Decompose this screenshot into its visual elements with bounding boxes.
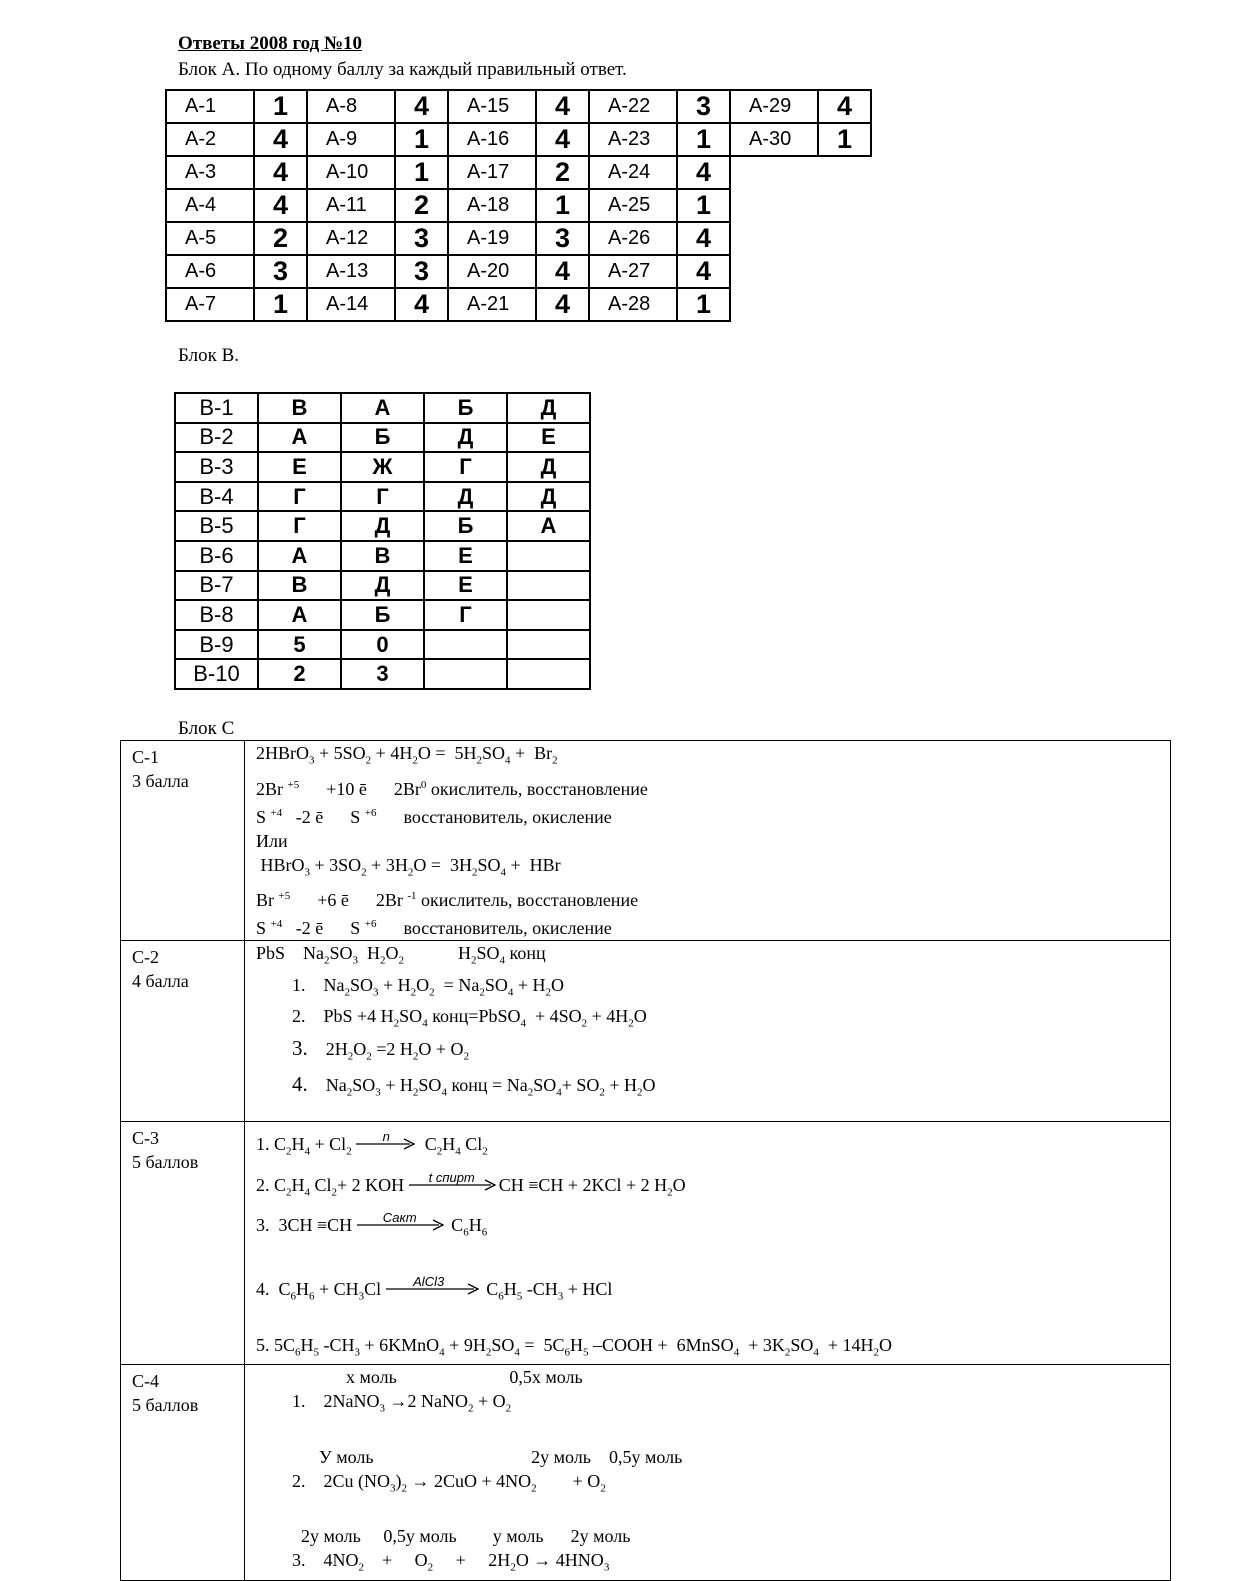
question-number: А-29 bbox=[730, 90, 818, 123]
answer-value: 5 bbox=[258, 630, 341, 660]
task-id: С-2 bbox=[132, 947, 159, 968]
question-number: А-14 bbox=[307, 288, 395, 321]
answer-value: Е bbox=[258, 452, 341, 482]
equation-line: 2. PbS +4 $H_2SO_4$ конц=PbSO$_4$ + $4SO_2 + 4H_2O$ bbox=[256, 1006, 647, 1030]
question-number: А-27 bbox=[589, 255, 677, 288]
question-number: А-9 bbox=[307, 123, 395, 156]
task-row-c4 bbox=[121, 1365, 1171, 1581]
answer-value: В bbox=[341, 541, 424, 571]
task-label bbox=[121, 1122, 245, 1365]
question-number: А-10 bbox=[307, 156, 395, 189]
answer-row bbox=[175, 541, 590, 571]
question-number: А-28 bbox=[589, 288, 677, 321]
answer-row bbox=[175, 482, 590, 512]
answer-value bbox=[507, 571, 590, 601]
question-number: А-30 bbox=[730, 123, 818, 156]
equation-line: S $^{+4}$ -2 ē S $^{+6}$ восстановитель, окисление bbox=[256, 918, 612, 939]
mol-line: У моль 2у моль 0,5у моль bbox=[256, 1446, 683, 1467]
block-c-caption: Блок С bbox=[178, 718, 235, 739]
question-number: А-4 bbox=[166, 189, 254, 222]
question-number: В-9 bbox=[175, 630, 258, 660]
equation-line: PbS $Na_2SO_3$ $H_2O_2$ $H_2SO_4$ конц bbox=[256, 943, 546, 967]
answer-value: 2 bbox=[258, 659, 341, 689]
answer-value: Д bbox=[341, 571, 424, 601]
answer-value: Д bbox=[424, 423, 507, 453]
mol-text: моль bbox=[359, 1367, 397, 1388]
mol-text: моль bbox=[545, 1367, 583, 1388]
answer-value: 4 bbox=[536, 255, 589, 288]
question-number: В-3 bbox=[175, 452, 258, 482]
question-number: В-4 bbox=[175, 482, 258, 512]
answer-value: 1 bbox=[395, 156, 448, 189]
question-number: А-13 bbox=[307, 255, 395, 288]
answer-value: В bbox=[258, 571, 341, 601]
answer-value bbox=[424, 659, 507, 689]
empty-cell bbox=[730, 222, 818, 255]
answer-value: Б bbox=[424, 393, 507, 423]
answer-row bbox=[166, 288, 871, 321]
arrow-icon bbox=[386, 1273, 482, 1302]
block-b-table bbox=[174, 392, 591, 690]
role-text: окислитель, восстановление bbox=[430, 778, 648, 799]
equation-line: 2HBrO$_3$ + $5SO_2 + 4H_2O = 5H_2SO_4 + Br_2$ bbox=[256, 743, 558, 767]
answer-value: 4 bbox=[677, 222, 730, 255]
task-label bbox=[121, 1365, 245, 1581]
or-text: Или bbox=[256, 830, 288, 851]
answer-row bbox=[175, 452, 590, 482]
answer-value: 1 bbox=[254, 90, 307, 123]
question-number: А-17 bbox=[448, 156, 536, 189]
question-number: А-6 bbox=[166, 255, 254, 288]
block-b-caption: Блок В. bbox=[178, 345, 240, 366]
task-id: С-4 bbox=[132, 1371, 159, 1392]
answer-value: 0 bbox=[341, 630, 424, 660]
mol-text: моль bbox=[593, 1526, 631, 1547]
answer-value: Е bbox=[424, 541, 507, 571]
answer-row bbox=[166, 123, 871, 156]
equation-line: 1. 2NaNO$_3$ →2 NaNO$_2$ + $O_2$ bbox=[256, 1391, 512, 1415]
equation-line: 3. $4NO_2$ + $O_2$ + $2H_2O \to 4HNO_3$ bbox=[256, 1550, 610, 1574]
empty-cell bbox=[818, 255, 871, 288]
answer-value: 4 bbox=[677, 255, 730, 288]
role-text: восстановитель, окисление bbox=[403, 918, 612, 939]
question-number: В-1 bbox=[175, 393, 258, 423]
task-solution bbox=[245, 1365, 1171, 1581]
answer-row bbox=[175, 659, 590, 689]
mol-text: моль bbox=[419, 1526, 457, 1547]
page-title: Ответы 2008 год №10 bbox=[178, 33, 363, 54]
task-label bbox=[121, 941, 245, 1122]
answer-value bbox=[424, 630, 507, 660]
question-number: А-24 bbox=[589, 156, 677, 189]
task-row-c3 bbox=[121, 1122, 1171, 1365]
equation-line: 3. $2H_2O_2 =2$ $H_2O + O_2$ bbox=[292, 1035, 470, 1063]
block-c-table bbox=[120, 740, 1171, 1581]
answer-value: 4 bbox=[536, 123, 589, 156]
answer-value: Г bbox=[341, 482, 424, 512]
question-number: А-20 bbox=[448, 255, 536, 288]
question-number: А-23 bbox=[589, 123, 677, 156]
equation-line: 3. 3CH ≡CH Сакт $C_6H_6$ bbox=[256, 1213, 1170, 1245]
answer-value: А bbox=[258, 423, 341, 453]
answer-value: Г bbox=[424, 600, 507, 630]
answer-value: Б bbox=[341, 600, 424, 630]
conc-text: конц bbox=[432, 1006, 469, 1027]
equation-line: 1. $C_2H_4 + Cl_2$ n $C_2H_4$ $Cl_2$ bbox=[256, 1132, 1170, 1164]
answer-value: 2 bbox=[536, 156, 589, 189]
question-number: А-21 bbox=[448, 288, 536, 321]
answer-row bbox=[166, 90, 871, 123]
answer-value: 1 bbox=[818, 123, 871, 156]
mol-text: моль bbox=[323, 1526, 361, 1547]
empty-cell bbox=[730, 255, 818, 288]
answer-value: 4 bbox=[818, 90, 871, 123]
task-row-c1 bbox=[121, 741, 1171, 941]
equation-line: 1. $Na_2SO_3 + H_2O_2 = Na_2SO_4 + H_2O$ bbox=[256, 974, 564, 999]
answer-value: Г bbox=[424, 452, 507, 482]
empty-cell bbox=[818, 189, 871, 222]
answer-value: Д bbox=[507, 393, 590, 423]
arrow-icon bbox=[357, 1210, 447, 1238]
question-number: В-7 bbox=[175, 571, 258, 601]
answer-row bbox=[175, 571, 590, 601]
answer-row bbox=[175, 511, 590, 541]
answer-value: 3 bbox=[254, 255, 307, 288]
answer-value: 1 bbox=[677, 189, 730, 222]
conc-text: конц bbox=[451, 1074, 488, 1095]
task-id: С-1 bbox=[132, 747, 159, 767]
answer-value: Д bbox=[424, 482, 507, 512]
task-points: 5 баллов bbox=[132, 1152, 199, 1173]
block-a-table bbox=[165, 89, 872, 322]
answer-value: 4 bbox=[536, 90, 589, 123]
question-number: В-10 bbox=[175, 659, 258, 689]
task-solution bbox=[245, 941, 1171, 1122]
empty-cell bbox=[818, 288, 871, 321]
task-solution bbox=[245, 741, 1171, 941]
answer-value: Д bbox=[507, 482, 590, 512]
answer-value: Д bbox=[341, 511, 424, 541]
answer-value: 4 bbox=[254, 156, 307, 189]
question-number: А-18 bbox=[448, 189, 536, 222]
answer-row bbox=[166, 222, 871, 255]
answer-value: 1 bbox=[677, 123, 730, 156]
task-points: 5 баллов bbox=[132, 1395, 199, 1416]
answer-value bbox=[507, 541, 590, 571]
answer-value: 1 bbox=[395, 123, 448, 156]
answer-value: А bbox=[258, 541, 341, 571]
answer-value: Г bbox=[258, 482, 341, 512]
question-number: А-15 bbox=[448, 90, 536, 123]
answer-row bbox=[175, 630, 590, 660]
question-number: А-3 bbox=[166, 156, 254, 189]
answer-value: А bbox=[258, 600, 341, 630]
role-text: восстановитель, окисление bbox=[403, 806, 612, 827]
mol-line: x моль 0,5x моль bbox=[256, 1367, 583, 1388]
question-number: А-25 bbox=[589, 189, 677, 222]
block-a-caption: Блок А. По одному баллу за каждый правильный ответ. bbox=[178, 59, 627, 80]
question-number: А-16 bbox=[448, 123, 536, 156]
equation-line: S $^{+4}$ -2 ē S $^{+6}$ восстановитель, окисление bbox=[256, 806, 612, 827]
conc-text: конц bbox=[509, 943, 546, 964]
question-number: А-5 bbox=[166, 222, 254, 255]
question-number: А-7 bbox=[166, 288, 254, 321]
equation-line: 2. 2Cu $(NO_3)_2 \to 2CuO + 4NO_2$ + $O_2$ bbox=[256, 1470, 606, 1495]
answer-value: 3 bbox=[341, 659, 424, 689]
answer-value: Б bbox=[424, 511, 507, 541]
answer-row bbox=[175, 423, 590, 453]
arrow-label: t спирт bbox=[428, 1169, 475, 1185]
mol-text: моль bbox=[506, 1526, 544, 1547]
answer-value: 4 bbox=[254, 189, 307, 222]
answer-value bbox=[507, 659, 590, 689]
question-number: В-5 bbox=[175, 511, 258, 541]
answer-value: 4 bbox=[536, 288, 589, 321]
answer-value: 4 bbox=[677, 156, 730, 189]
question-number: А-22 bbox=[589, 90, 677, 123]
mol-text: моль bbox=[553, 1446, 591, 1467]
arrow-label: n bbox=[382, 1129, 390, 1145]
answer-row bbox=[166, 156, 871, 189]
empty-cell bbox=[730, 288, 818, 321]
question-number: А-8 bbox=[307, 90, 395, 123]
answer-value bbox=[507, 630, 590, 660]
question-number: А-2 bbox=[166, 123, 254, 156]
answer-value: 1 bbox=[677, 288, 730, 321]
task-row-c2 bbox=[121, 941, 1171, 1122]
task-label bbox=[121, 741, 245, 941]
answer-value: А bbox=[341, 393, 424, 423]
equation-line: 2. $C_2H_4$ $Cl_2+ 2$ KOH t спирт CH ≡CH + 2KCl + 2 $H_2O$ bbox=[256, 1173, 1170, 1205]
answer-value: Е bbox=[424, 571, 507, 601]
question-number: В-8 bbox=[175, 600, 258, 630]
blank-line bbox=[256, 1500, 1170, 1524]
arrow-icon bbox=[409, 1169, 499, 1198]
answer-value: 2 bbox=[395, 189, 448, 222]
answer-value: А bbox=[507, 511, 590, 541]
answer-value: Б bbox=[341, 423, 424, 453]
answer-row bbox=[175, 600, 590, 630]
answer-row bbox=[166, 189, 871, 222]
task-points: 4 балла bbox=[132, 971, 189, 992]
empty-cell bbox=[730, 189, 818, 222]
answer-value: 1 bbox=[254, 288, 307, 321]
answer-row bbox=[175, 393, 590, 423]
mol-text: моль bbox=[336, 1446, 374, 1467]
answer-value: Д bbox=[507, 452, 590, 482]
question-number: А-26 bbox=[589, 222, 677, 255]
answer-row bbox=[166, 255, 871, 288]
arrow-label: Сакт bbox=[382, 1210, 417, 1226]
answer-value: 1 bbox=[536, 189, 589, 222]
empty-cell bbox=[818, 156, 871, 189]
arrow-label: AlCl3 bbox=[413, 1273, 445, 1289]
empty-cell bbox=[730, 156, 818, 189]
answer-value: Ж bbox=[341, 452, 424, 482]
question-number: В-2 bbox=[175, 423, 258, 453]
question-number: В-6 bbox=[175, 541, 258, 571]
answer-value: 3 bbox=[677, 90, 730, 123]
answer-value: Г bbox=[258, 511, 341, 541]
empty-cell bbox=[818, 222, 871, 255]
equation-line: 4. $C_6H_6 + CH_3Cl$ AlCl3 $C_6H_5$ $-CH_3$ + HCl bbox=[256, 1277, 1170, 1309]
equation-line: 4. $Na_2SO_3 + H_2SO_4$ конц = $Na_2SO_4+ SO_2 + H_2O$ bbox=[292, 1071, 656, 1099]
answer-value: Е bbox=[507, 423, 590, 453]
task-points: 3 балла bbox=[132, 771, 189, 791]
equation-line: HBrO$_3$ + $3SO_2 + 3H_2O = 3H_2SO_4$ + HBr bbox=[256, 854, 561, 879]
answer-value: 3 bbox=[395, 222, 448, 255]
role-text: окислитель, восстановление bbox=[421, 890, 639, 911]
task-solution bbox=[245, 1122, 1171, 1365]
question-number: А-12 bbox=[307, 222, 395, 255]
answer-value: В bbox=[258, 393, 341, 423]
mol-text: моль bbox=[644, 1446, 683, 1467]
equation-line: 2Br $^{+5}$ +10 ē 2Br$^0$ окислитель, восстановление bbox=[256, 778, 648, 799]
question-number: А-1 bbox=[166, 90, 254, 123]
answer-value: 4 bbox=[395, 288, 448, 321]
answer-value: 4 bbox=[395, 90, 448, 123]
question-number: А-11 bbox=[307, 189, 395, 222]
task-id: С-3 bbox=[132, 1128, 159, 1149]
answer-value: 3 bbox=[536, 222, 589, 255]
answer-value: 2 bbox=[254, 222, 307, 255]
answer-value bbox=[507, 600, 590, 630]
blank-line bbox=[256, 1421, 1170, 1445]
equation-line: 5. $5C_6H_5$ $-CH_3$ + 6KMnO$_4$ + $9H_2SO_4 = 5C_6H_5$ –COOH + 6MnSO$_4$ + $3K_2SO_4 + 14H_2O$ bbox=[256, 1334, 893, 1359]
answer-value: 3 bbox=[395, 255, 448, 288]
equation-line: Br $^{+5}$ +6 ē 2Br $^{-1}$ окислитель, восстановление bbox=[256, 890, 639, 911]
mol-line: 2у моль 0,5у моль у моль 2у моль bbox=[256, 1526, 631, 1547]
arrow-icon bbox=[356, 1129, 420, 1157]
answer-value: 4 bbox=[254, 123, 307, 156]
question-number: А-19 bbox=[448, 222, 536, 255]
